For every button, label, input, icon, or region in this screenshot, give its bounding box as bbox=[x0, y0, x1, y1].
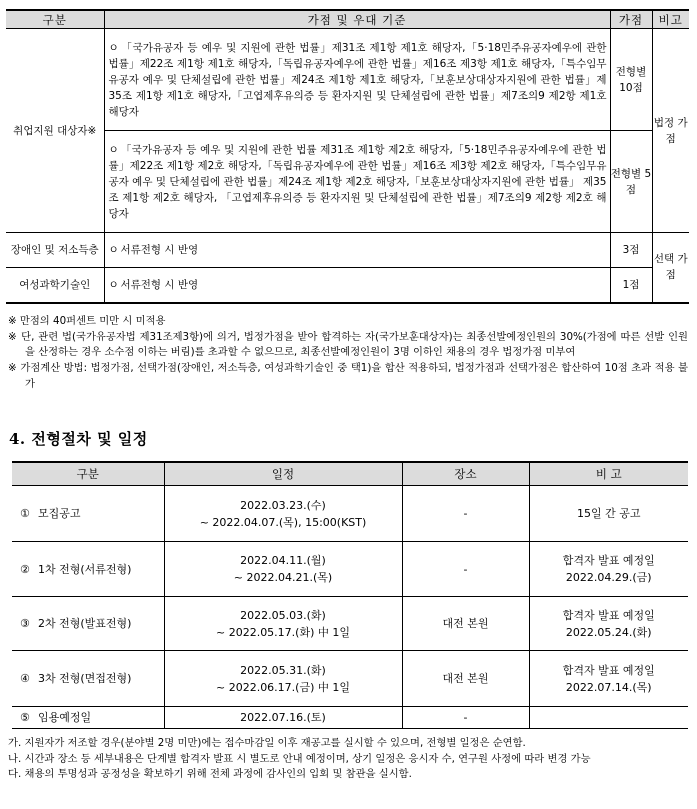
criteria-text: 서류전형 시 반영 bbox=[120, 278, 199, 291]
section-title: 4. 전형절차 및 일정 bbox=[9, 430, 148, 448]
header-remark: 비고 bbox=[652, 10, 689, 29]
table-row bbox=[12, 597, 688, 651]
table-row bbox=[6, 29, 689, 131]
table-row bbox=[6, 131, 689, 233]
date-cell bbox=[164, 707, 402, 729]
remark-line: 합격자 발표 예정일 bbox=[562, 554, 655, 567]
remark-date: 2022.04.29.(금) bbox=[565, 571, 652, 584]
schedule-table bbox=[12, 461, 688, 729]
stage-cell bbox=[12, 486, 164, 542]
date-end: ~ 2022.04.21.(목) bbox=[233, 571, 333, 584]
date-start: 2022.04.11.(월) bbox=[240, 554, 326, 567]
bullet: ㅇ bbox=[108, 41, 119, 54]
date-end: ~ 2022.05.17.(화) 中 1일 bbox=[215, 625, 351, 639]
header-stage: 구분 bbox=[12, 462, 164, 486]
footnote-item: 가. 지원자가 저조할 경우(분야별 2명 미만)에는 접수마감일 이후 재공고를 실시할 수 있으며, 전형별 일정은 순연함. bbox=[8, 737, 526, 749]
remark-line: 15일 간 공고 bbox=[577, 507, 641, 520]
table-row bbox=[12, 486, 688, 542]
stage-label: 2차 전형(발표전형) bbox=[38, 617, 132, 630]
points-cell: 전형별 5점 bbox=[610, 131, 652, 233]
category-women-scientists: 여성과학기술인 bbox=[6, 268, 104, 303]
criteria-text: 서류전형 시 반영 bbox=[120, 244, 199, 256]
stage-cell bbox=[12, 597, 164, 651]
criteria-cell bbox=[104, 131, 610, 233]
date-end: ~ 2022.04.07.(목), 15:00(KST) bbox=[199, 515, 367, 529]
table-row bbox=[12, 707, 688, 729]
header-date: 일정 bbox=[164, 462, 402, 486]
remark-optional-bonus: 선택 가점 bbox=[652, 233, 689, 303]
stage-label: 1차 전형(서류전형) bbox=[38, 562, 132, 576]
bullet: ㅇ bbox=[108, 278, 119, 291]
remark-legal-bonus: 법정 가점 bbox=[652, 29, 689, 233]
stage-cell bbox=[12, 651, 164, 707]
remark-cell bbox=[529, 542, 688, 597]
stage-label: 임용예정일 bbox=[38, 711, 92, 724]
remark-line: 합격자 발표 예정일 bbox=[562, 608, 655, 622]
date-start: 2022.07.16.(토) bbox=[240, 711, 326, 724]
remark-line: 합격자 발표 예정일 bbox=[562, 663, 655, 677]
date-cell bbox=[164, 486, 402, 542]
remark-date: 2022.05.24.(화) bbox=[565, 625, 652, 639]
header-remark: 비 고 bbox=[529, 462, 688, 486]
notes-block bbox=[8, 314, 688, 393]
remark-cell bbox=[529, 707, 688, 729]
place-cell: - bbox=[402, 707, 529, 729]
header-place: 장소 bbox=[402, 462, 529, 486]
table-row bbox=[6, 233, 689, 268]
stage-cell bbox=[12, 542, 164, 597]
step-number: ① bbox=[20, 507, 30, 520]
criteria-cell bbox=[104, 29, 610, 131]
table-header-row bbox=[6, 10, 689, 29]
criteria-cell bbox=[104, 268, 610, 303]
place-cell: 대전 본원 bbox=[402, 651, 529, 707]
date-start: 2022.05.31.(화) bbox=[240, 663, 326, 677]
table-header-row bbox=[12, 462, 688, 486]
footnote-item: 나. 시간과 장소 등 세부내용은 단계별 합격자 발표 시 별도로 안내 예정이며, 상기 일정은 응시자 수, 연구원 사정에 따라 변경 가능 bbox=[8, 752, 591, 765]
note-item: ※ 만점의 40퍼센트 미만 시 미적용 bbox=[8, 315, 166, 327]
bonus-points-table bbox=[6, 9, 689, 304]
remark-date: 2022.07.14.(목) bbox=[565, 680, 652, 694]
date-cell bbox=[164, 597, 402, 651]
points-cell: 3점 bbox=[610, 233, 652, 268]
remark-cell bbox=[529, 486, 688, 542]
date-start: 2022.05.03.(화) bbox=[240, 608, 326, 622]
footnote-item: 다. 채용의 투명성과 공정성을 확보하기 위해 전체 과정에 감사인의 입회 및 참관을 실시함. bbox=[8, 768, 412, 781]
stage-label: 3차 전형(면접전형) bbox=[38, 672, 132, 685]
date-start: 2022.03.23.(수) bbox=[240, 498, 326, 512]
criteria-text: 「국가유공자 등 예우 및 지원에 관한 법률」제31조 제1항 제1호 해당자,「5·18민주유공자예우에 관한 법률」제22조 제1항 제1호 해당자,「독립유공자예우에 관한 법률」제16조 제3항 제1호 해당자,「특수임무유공자 예우 및 단체설립에 관한 법률」제24조 제1항 제1호 해당자,「보훈보상대상자지원에 관한 법률」제35조 제1항 제1호 해당자,「고엽제후유의증 등 환자지원 및 단체설립에 관한 법률」제7조의9 제2항 제1호 해당자 bbox=[108, 41, 607, 118]
date-end: ~ 2022.06.17.(금) 中 1일 bbox=[215, 680, 351, 694]
header-points: 가점 bbox=[610, 10, 652, 29]
place-cell: - bbox=[402, 542, 529, 597]
date-cell bbox=[164, 542, 402, 597]
step-number: ② bbox=[20, 562, 30, 576]
points-cell: 1점 bbox=[610, 268, 652, 303]
criteria-cell bbox=[104, 233, 610, 268]
place-cell: - bbox=[402, 486, 529, 542]
table-row bbox=[12, 651, 688, 707]
remark-cell bbox=[529, 651, 688, 707]
category-veterans: 취업지원 대상자※ bbox=[6, 29, 104, 233]
stage-cell bbox=[12, 707, 164, 729]
step-number: ③ bbox=[20, 617, 30, 630]
note-item: ※ 단, 관련 법(국가유공자법 제31조제3항)에 의거, 법정가점을 받아 합격하는 자(국가보훈대상자)는 최종선발예정인원의 30%(가점에 따른 선발 인원을 산정하는 경우 소수점 이하는 버림)를 초과할 수 없으므로, 최종선발예정인원이 3명 이하인 채용의 경우 법정가점 미부여 bbox=[8, 330, 688, 359]
step-number: ④ bbox=[20, 672, 30, 685]
bullet: ㅇ bbox=[108, 143, 119, 156]
step-number: ⑤ bbox=[20, 711, 30, 724]
note-item: ※ 가점계산 방법: 법정가점, 선택가점(장애인, 저소득층, 여성과학기술인 중 택1)을 합산 적용하되, 법정가점과 선택가점은 합산하여 10점 초과 적용 불가 bbox=[8, 362, 688, 390]
table-row bbox=[12, 542, 688, 597]
header-criteria: 가점 및 우대 기준 bbox=[104, 10, 610, 29]
points-cell: 전형별 10점 bbox=[610, 29, 652, 131]
criteria-text: 「국가유공자 등 예우 및 지원에 관한 법률 제31조 제1항 제2호 해당자,「5·18민주유공자예우에 관한 법률」제22조 제1항 제2호 해당자,「독립유공자예우에 관한 법률」제16조 제3항 제2호 해당자,「특수임무유공자 예우 및 단체설립에 관한 법률」제24조 제1항 제2호 해당자,「보훈보상대상자지원에 관한 법률」 제35조 제1항 제2호 해당자, 「고엽제후유의증 등 환자지원 및 단체설립에 관한 법률」제7조의9 제2항 제2호 해당자 bbox=[108, 143, 607, 220]
bullet: ㅇ bbox=[108, 244, 119, 256]
date-cell bbox=[164, 651, 402, 707]
header-category: 구분 bbox=[6, 10, 104, 29]
place-cell: 대전 본원 bbox=[402, 597, 529, 651]
category-disabled: 장애인 및 저소득층 bbox=[6, 233, 104, 268]
table-row bbox=[6, 268, 689, 303]
remark-cell bbox=[529, 597, 688, 651]
footnotes-block bbox=[8, 736, 688, 783]
stage-label: 모집공고 bbox=[38, 507, 81, 520]
